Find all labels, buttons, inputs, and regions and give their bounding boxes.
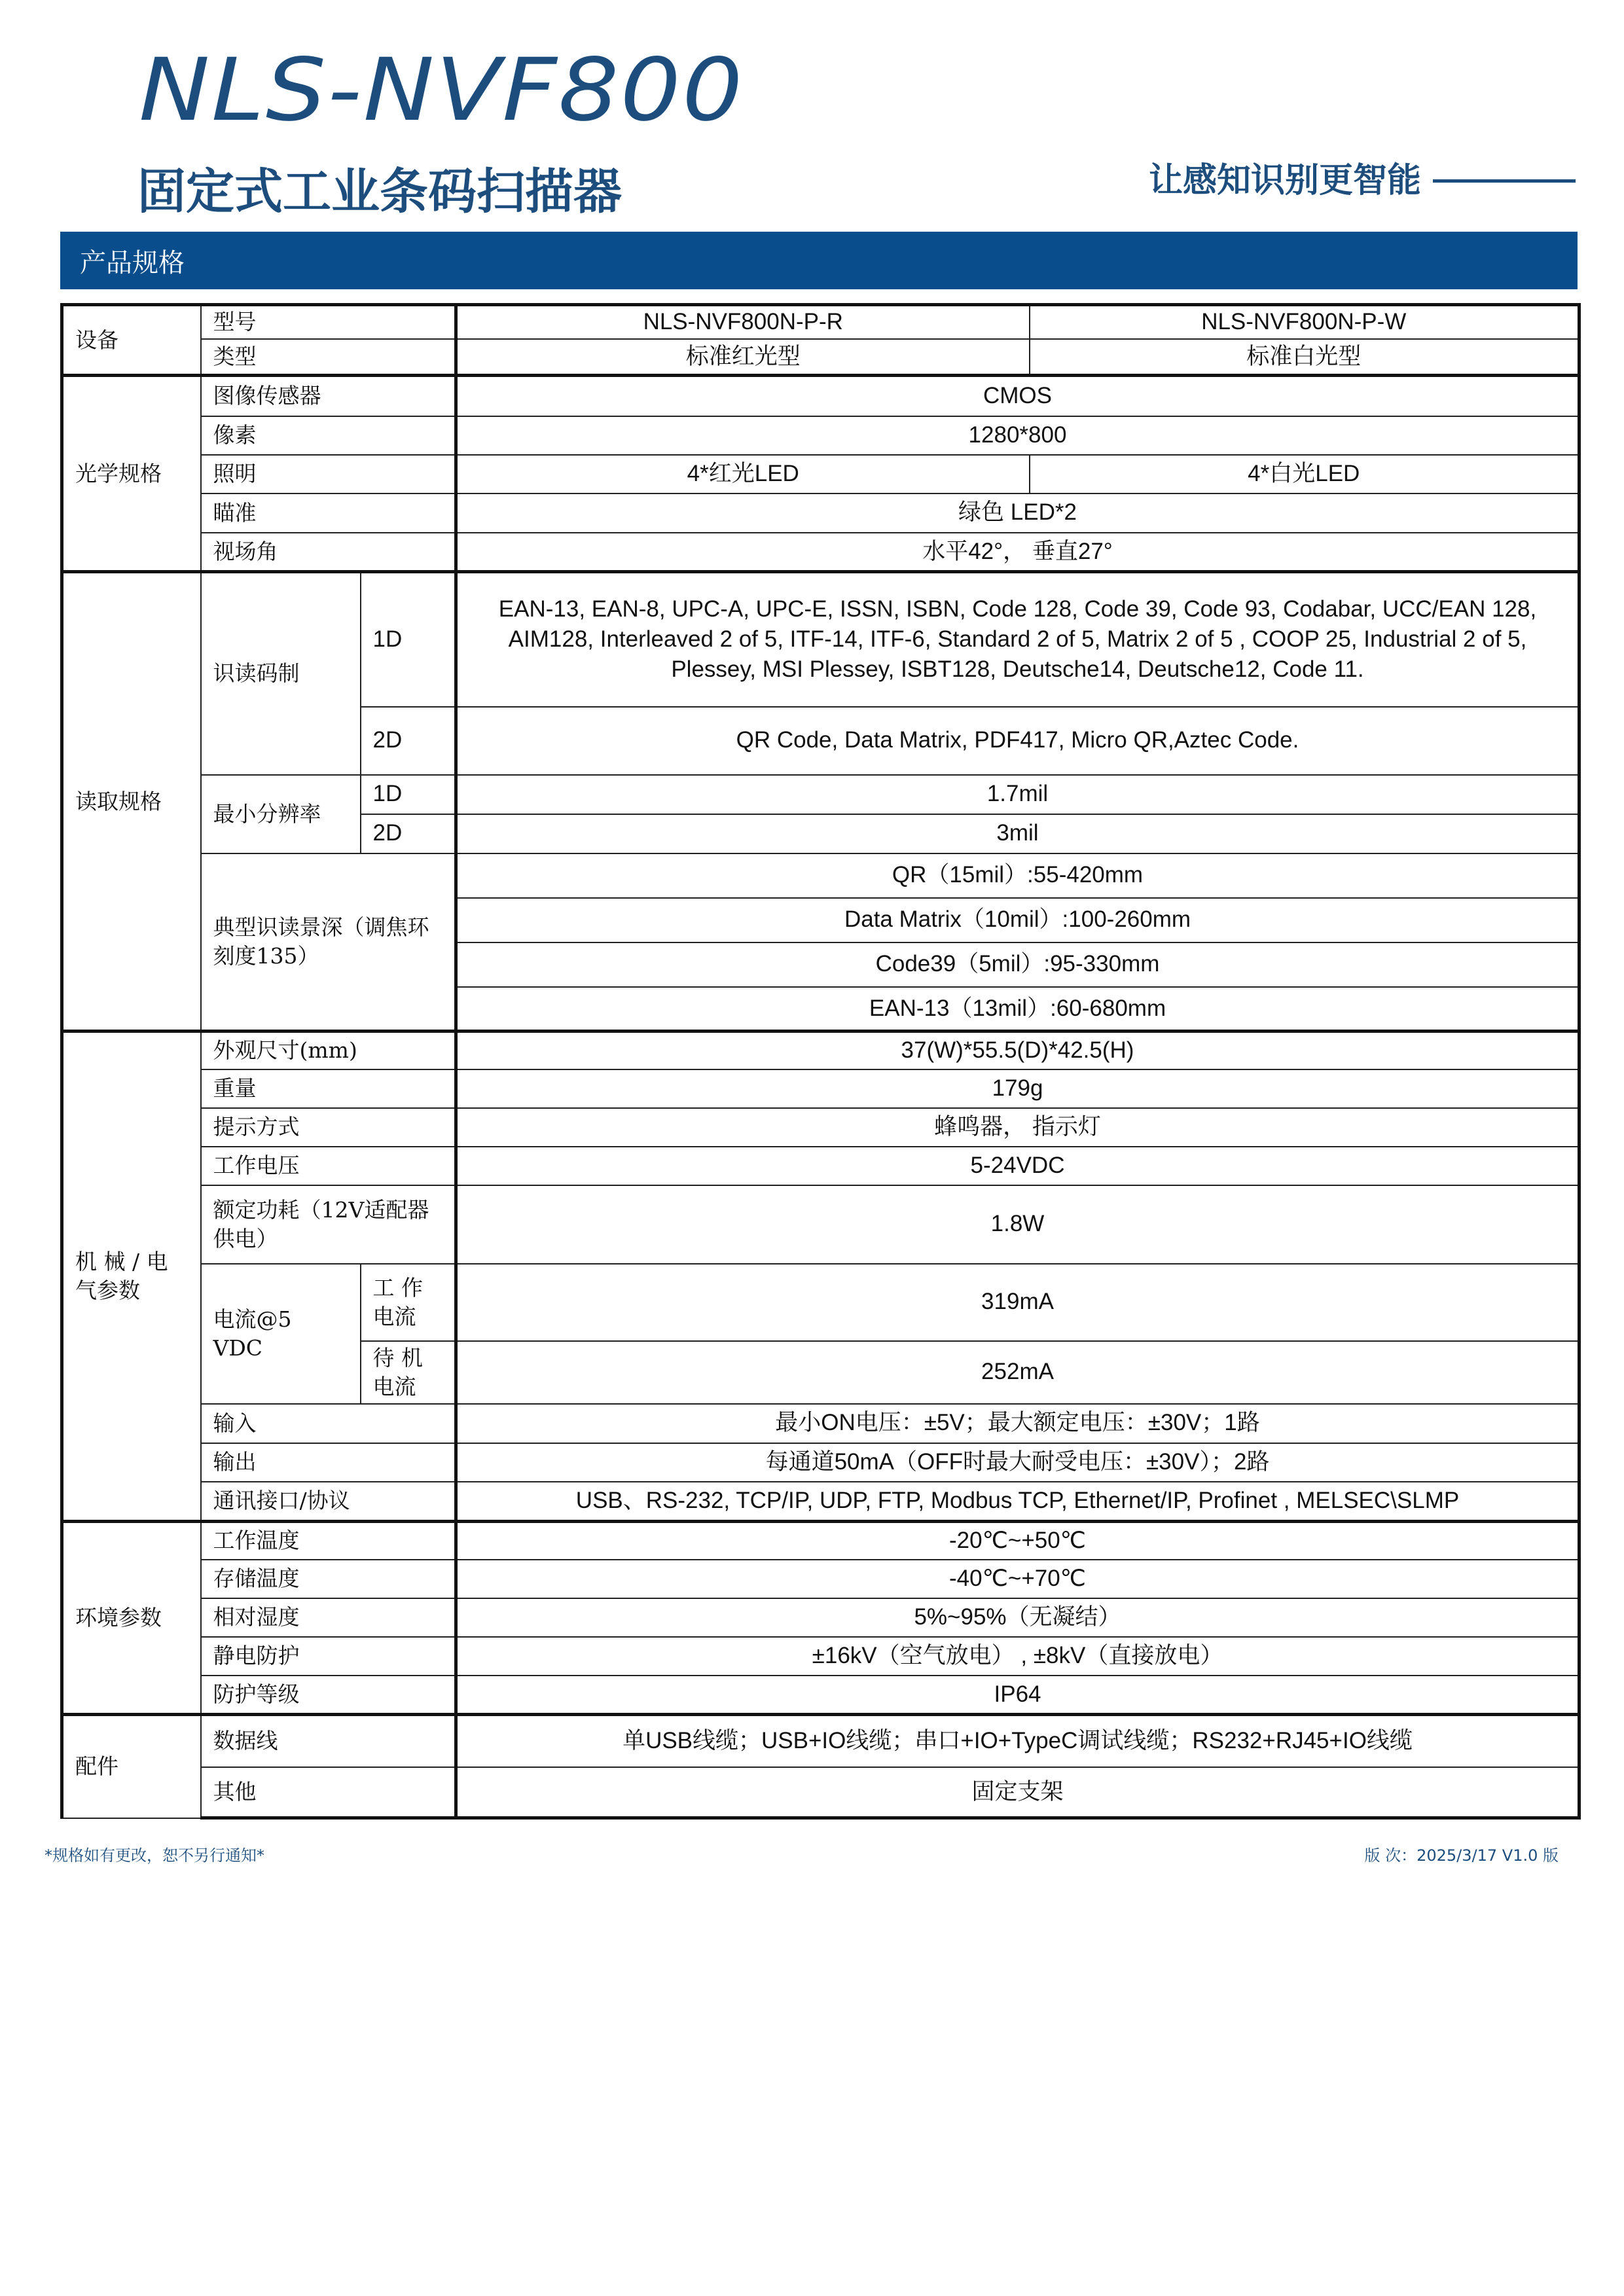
value-type-w: 标准白光型 bbox=[1030, 339, 1579, 376]
row-fov bbox=[62, 533, 1579, 572]
label-op-temp: 工作温度 bbox=[201, 1522, 456, 1560]
label-notify: 提示方式 bbox=[201, 1108, 456, 1147]
value-size: 37(W)*55.5(D)*42.5(H) bbox=[456, 1031, 1579, 1069]
label-voltage: 工作电压 bbox=[201, 1147, 456, 1185]
value-dof-code39: Code39（5mil）:95-330mm bbox=[456, 942, 1579, 987]
value-sym-1d: EAN-13, EAN-8, UPC-A, UPC-E, ISSN, ISBN, Code 128, Code 39, Code 93, Codabar, UCC/EAN 128, AIM128, Interleaved 2 of 5, ITF-14, ITF-6, Standard 2 of 5, Matrix 2 of 5 , COOP 25, Industrial 2 of 5, Plessey, MSI Plessey, ISBT128, Deutsche14, Deutsche12, Code 11. bbox=[456, 572, 1579, 707]
label-pixel: 像素 bbox=[201, 416, 456, 455]
label-esd: 静电防护 bbox=[201, 1637, 456, 1676]
row-pixel bbox=[62, 416, 1579, 455]
label-fov: 视场角 bbox=[201, 533, 456, 572]
row-input bbox=[62, 1404, 1579, 1443]
label-interface: 通讯接口/协议 bbox=[201, 1482, 456, 1522]
footer-note: *规格如有更改，恕不另行通知* bbox=[45, 1846, 264, 1865]
row-sym-1d bbox=[62, 572, 1579, 707]
label-input: 输入 bbox=[201, 1404, 456, 1443]
label-sensor: 图像传感器 bbox=[201, 376, 456, 416]
slogan-rule bbox=[1433, 179, 1576, 183]
label-res-2d: 2D bbox=[361, 814, 456, 853]
label-light: 照明 bbox=[201, 455, 456, 493]
value-standby-current: 252mA bbox=[456, 1341, 1579, 1404]
value-notify: 蜂鸣器， 指示灯 bbox=[456, 1108, 1579, 1147]
label-humidity: 相对湿度 bbox=[201, 1598, 456, 1637]
row-work-current bbox=[62, 1264, 1579, 1341]
value-model-w: NLS-NVF800N-P-W bbox=[1030, 305, 1579, 339]
value-op-temp: -20℃~+50℃ bbox=[456, 1522, 1579, 1560]
spec-table bbox=[60, 303, 1581, 1820]
row-storage-temp bbox=[62, 1560, 1579, 1598]
value-type-r: 标准红光型 bbox=[456, 339, 1030, 376]
value-dof-dm: Data Matrix（10mil）:100-260mm bbox=[456, 898, 1579, 942]
label-current: 电流@5 VDC bbox=[201, 1264, 361, 1404]
label-aim: 瞄准 bbox=[201, 493, 456, 533]
group-reading: 读取规格 bbox=[62, 572, 201, 1031]
value-interface: USB、RS-232, TCP/IP, UDP, FTP, Modbus TCP, Ethernet/IP, Profinet , MELSEC\SLMP bbox=[456, 1482, 1579, 1522]
label-cable: 数据线 bbox=[201, 1715, 456, 1767]
value-other: 固定支架 bbox=[456, 1767, 1579, 1818]
section-banner-title: 产品规格 bbox=[80, 247, 185, 278]
value-ip-rating: IP64 bbox=[456, 1676, 1579, 1715]
label-type: 类型 bbox=[201, 339, 456, 376]
row-other bbox=[62, 1767, 1579, 1818]
value-model-r: NLS-NVF800N-P-R bbox=[456, 305, 1030, 339]
value-power: 1.8W bbox=[456, 1185, 1579, 1264]
value-dof-ean13: EAN-13（13mil）:60-680mm bbox=[456, 987, 1579, 1031]
label-output: 输出 bbox=[201, 1443, 456, 1482]
value-sym-2d: QR Code, Data Matrix, PDF417, Micro QR,Aztec Code. bbox=[456, 707, 1579, 775]
row-notify bbox=[62, 1108, 1579, 1147]
value-output: 每通道50mA（OFF时最大耐受电压：±30V）；2路 bbox=[456, 1443, 1579, 1482]
label-weight: 重量 bbox=[201, 1069, 456, 1108]
value-fov: 水平42°， 垂直27° bbox=[456, 533, 1579, 572]
row-aim bbox=[62, 493, 1579, 533]
value-aim: 绿色 LED*2 bbox=[456, 493, 1579, 533]
value-work-current: 319mA bbox=[456, 1264, 1579, 1341]
value-res-2d: 3mil bbox=[456, 814, 1579, 853]
label-symbologies: 识读码制 bbox=[201, 572, 361, 775]
label-power: 额定功耗（12V适配器供电） bbox=[201, 1185, 456, 1264]
value-voltage: 5-24VDC bbox=[456, 1147, 1579, 1185]
label-other: 其他 bbox=[201, 1767, 456, 1818]
label-work-current: 工 作电流 bbox=[361, 1264, 456, 1341]
row-ip-rating bbox=[62, 1676, 1579, 1715]
value-dof-qr: QR（15mil）:55-420mm bbox=[456, 853, 1579, 898]
group-accessories: 配件 bbox=[62, 1715, 201, 1818]
product-model-title: NLS-NVF800 bbox=[139, 40, 744, 141]
value-weight: 179g bbox=[456, 1069, 1579, 1108]
group-optical: 光学规格 bbox=[62, 376, 201, 572]
value-esd: ±16kV（空气放电） , ±8kV（直接放电） bbox=[456, 1637, 1579, 1676]
row-voltage bbox=[62, 1147, 1579, 1185]
value-light-w: 4*白光LED bbox=[1030, 455, 1579, 493]
label-sym-1d: 1D bbox=[361, 572, 456, 707]
label-resolution: 最小分辨率 bbox=[201, 775, 361, 853]
row-esd bbox=[62, 1637, 1579, 1676]
row-interface bbox=[62, 1482, 1579, 1522]
row-res-1d bbox=[62, 775, 1579, 814]
row-cable bbox=[62, 1715, 1579, 1767]
row-weight bbox=[62, 1069, 1579, 1108]
label-size: 外观尺寸(mm) bbox=[201, 1031, 456, 1069]
value-cable: 单USB线缆；USB+IO线缆；串口+IO+TypeC调试线缆；RS232+RJ45+IO线缆 bbox=[456, 1715, 1579, 1767]
slogan-text: 让感知识别更智能 bbox=[1148, 161, 1421, 200]
label-ip-rating: 防护等级 bbox=[201, 1676, 456, 1715]
row-humidity bbox=[62, 1598, 1579, 1637]
product-subtitle: 固定式工业条码扫描器 bbox=[137, 164, 622, 220]
row-sensor bbox=[62, 376, 1579, 416]
label-depth-of-field: 典型识读景深（调焦环刻度135） bbox=[201, 853, 456, 1031]
label-sym-2d: 2D bbox=[361, 707, 456, 775]
value-light-r: 4*红光LED bbox=[456, 455, 1030, 493]
section-banner bbox=[60, 232, 1578, 289]
label-model: 型号 bbox=[201, 305, 456, 339]
row-power bbox=[62, 1185, 1579, 1264]
value-storage-temp: -40℃~+70℃ bbox=[456, 1560, 1579, 1598]
label-storage-temp: 存储温度 bbox=[201, 1560, 456, 1598]
row-size bbox=[62, 1031, 1579, 1069]
value-sensor: CMOS bbox=[456, 376, 1579, 416]
label-res-1d: 1D bbox=[361, 775, 456, 814]
value-pixel: 1280*800 bbox=[456, 416, 1579, 455]
group-mechanical: 机 械 / 电气参数 bbox=[62, 1031, 201, 1522]
row-model bbox=[62, 305, 1579, 339]
value-res-1d: 1.7mil bbox=[456, 775, 1579, 814]
row-op-temp bbox=[62, 1522, 1579, 1560]
group-device: 设备 bbox=[62, 305, 201, 376]
footer-version: 版 次：2025/3/17 V1.0 版 bbox=[1364, 1846, 1559, 1865]
value-humidity: 5%~95%（无凝结） bbox=[456, 1598, 1579, 1637]
value-input: 最小ON电压：±5V；最大额定电压：±30V；1路 bbox=[456, 1404, 1579, 1443]
label-standby-current: 待 机电流 bbox=[361, 1341, 456, 1404]
row-light bbox=[62, 455, 1579, 493]
row-output bbox=[62, 1443, 1579, 1482]
group-environment: 环境参数 bbox=[62, 1522, 201, 1715]
row-dof-1 bbox=[62, 853, 1579, 898]
slogan bbox=[1148, 161, 1576, 200]
row-type bbox=[62, 339, 1579, 376]
